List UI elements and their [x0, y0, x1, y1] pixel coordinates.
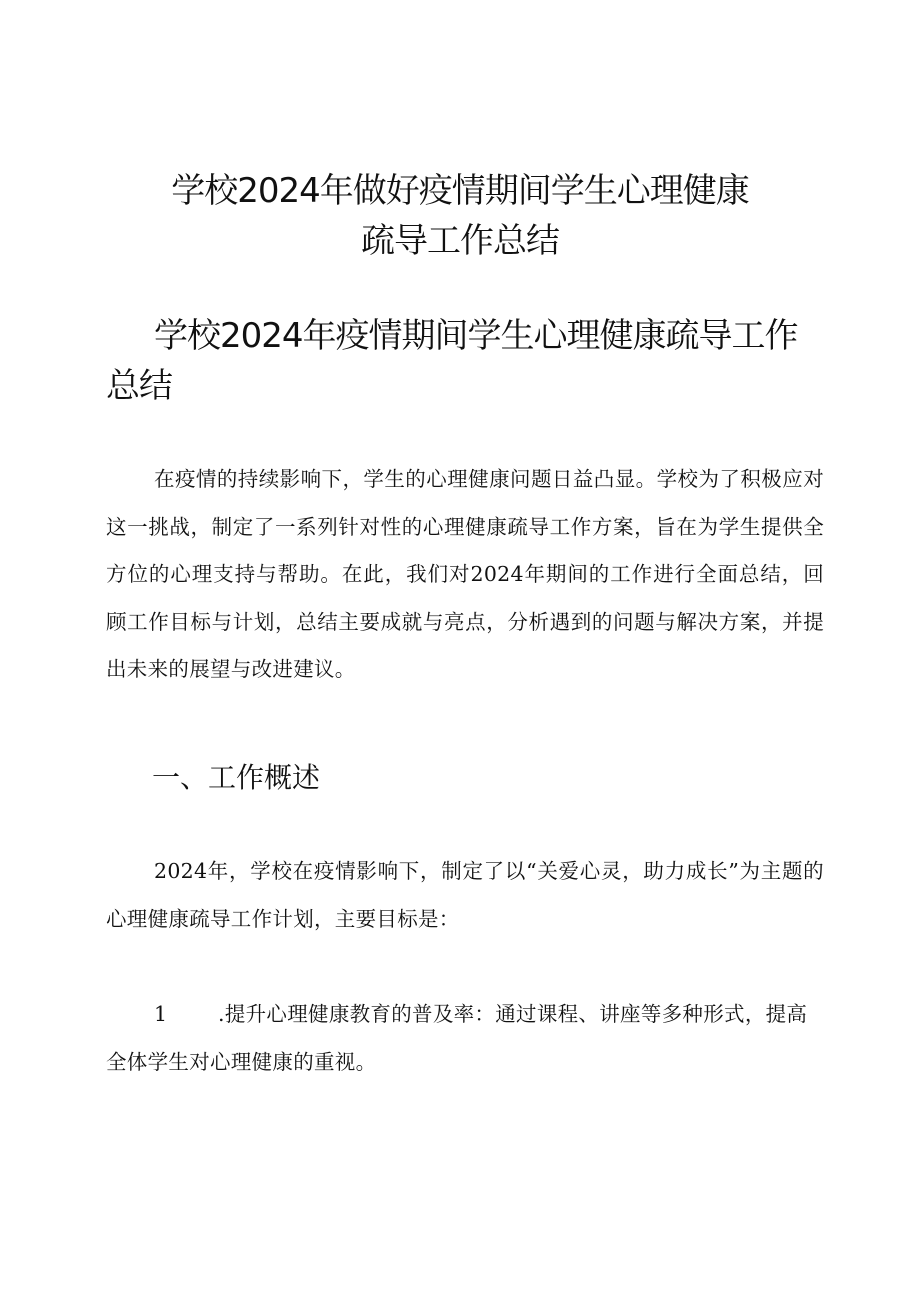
intro-paragraph: 在疫情的持续影响下，学生的心理健康问题日益凸显。学校为了积极应对这一挑战，制定了一系列针对性的心理健康疏导工作方案，旨在为学生提供全方位的心理支持与帮助。在此，我们对2024年期间的工作进行全面总结，回顾工作目标与计划，总结主要成就与亮点，分析遇到的问题与解决方案，并提出未来的展望与改进建议。	[106, 467, 824, 681]
document-title-line2: 疏导工作总结	[361, 221, 559, 261]
list-item-text: .提升心理健康教育的普及率：通过课程、讲座等多种形式，提高全体学生对心理健康的重视。	[106, 1002, 808, 1074]
section-heading-overview: 一、工作概述	[152, 761, 321, 794]
overview-paragraph: 2024年，学校在疫情影响下，制定了以“关爱心灵，助力成长”为主题的心理健康疏导工作计划，主要目标是：	[106, 859, 824, 931]
list-item-number: 1	[154, 1002, 168, 1026]
document-title-line1: 学校2024年做好疫情期间学生心理健康	[171, 171, 749, 211]
document-title	[60, 166, 860, 266]
document-subtitle: 学校2024年疫情期间学生心理健康疏导工作总结	[106, 316, 798, 406]
list-item	[106, 991, 824, 1086]
